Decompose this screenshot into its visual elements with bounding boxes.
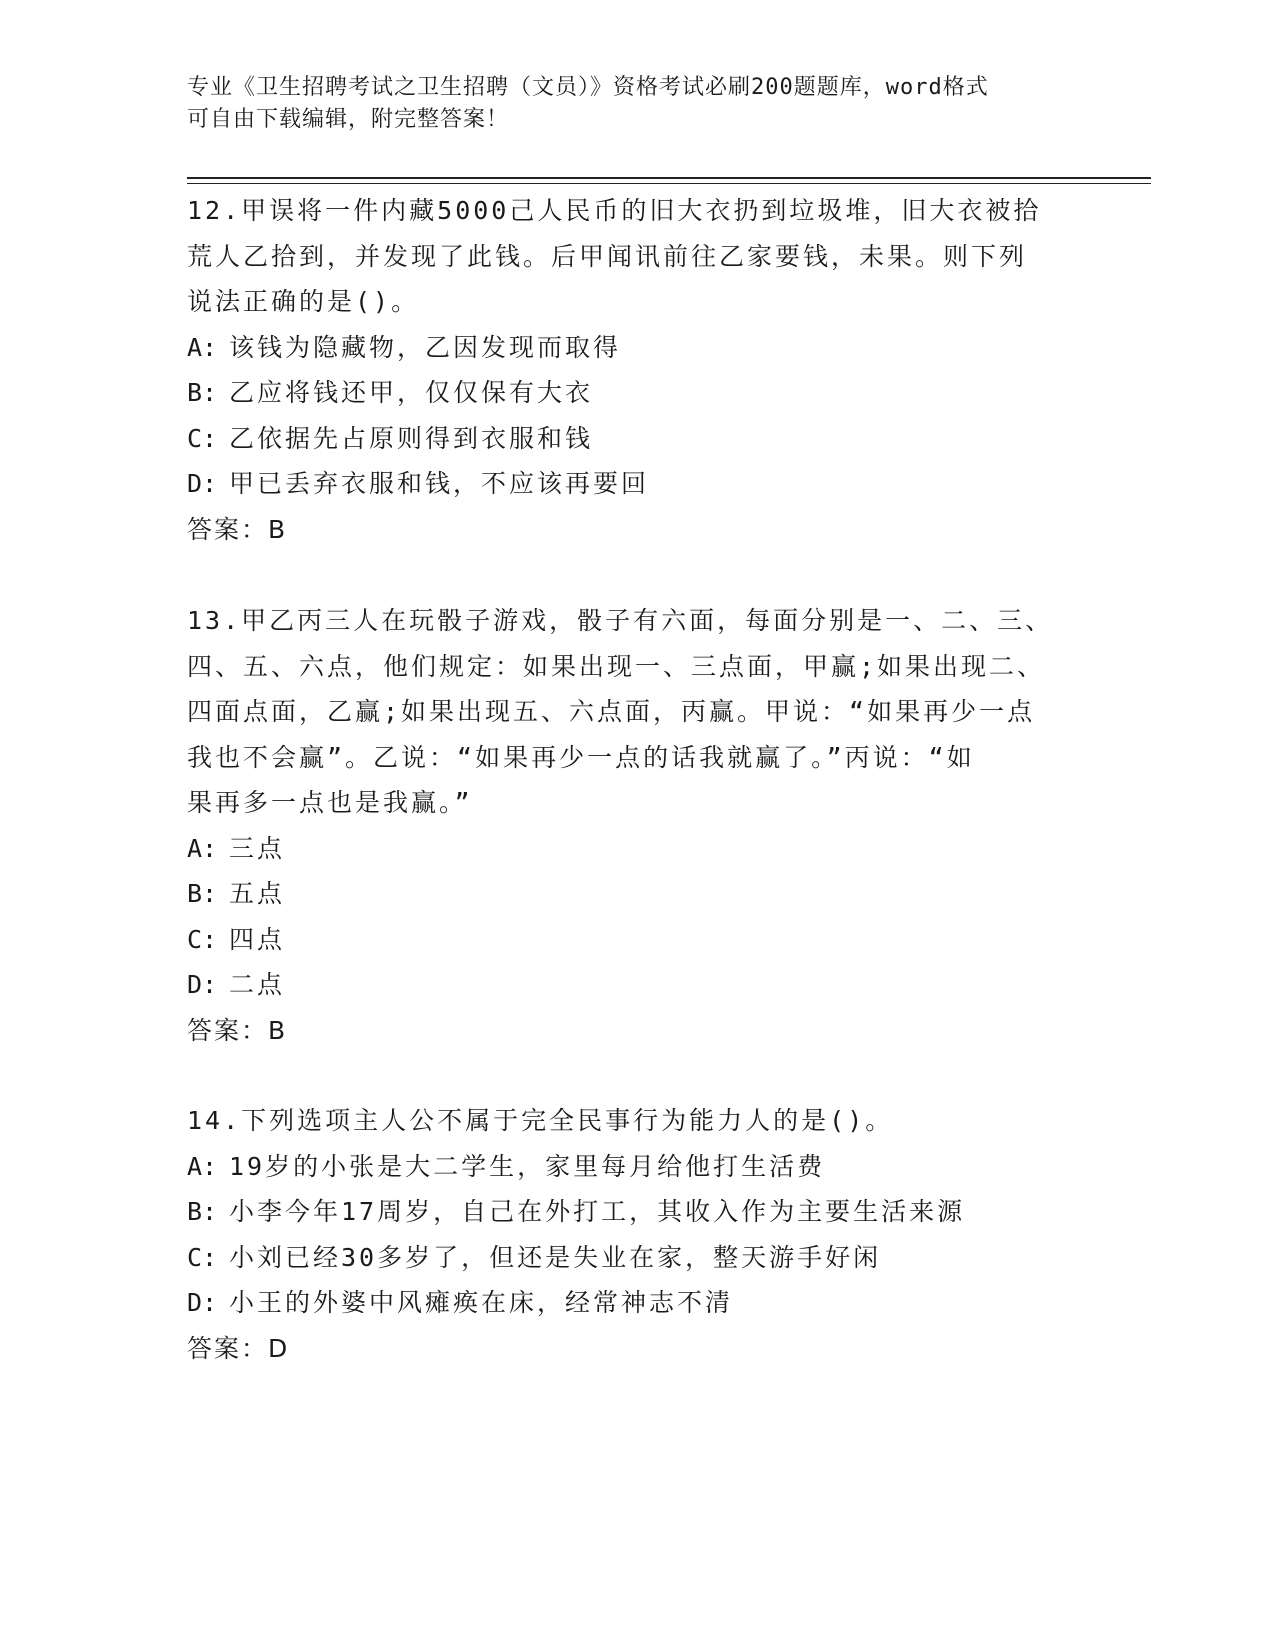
option-letter: C: <box>187 924 218 954</box>
option-text: 三点 <box>229 833 286 863</box>
option-letter: B: <box>187 378 218 407</box>
question-13 <box>187 598 1087 1053</box>
option-text: 乙应将钱还甲，仅仅保有大衣 <box>229 378 594 407</box>
option-letter: A: <box>187 332 218 362</box>
answer-line: 答案：B <box>187 1015 288 1045</box>
option-text: 小王的外婆中风瘫痪在床，经常神志不清 <box>229 1288 734 1317</box>
option-letter: C: <box>187 423 218 453</box>
option-letter: A: <box>187 1151 218 1181</box>
option-b <box>187 1189 1087 1235</box>
header-divider-thin <box>187 183 1151 184</box>
option-text: 该钱为隐藏物，乙因发现而取得 <box>229 332 622 362</box>
option-d <box>187 461 1087 507</box>
option-letter: B: <box>187 879 218 908</box>
option-letter: A: <box>187 833 218 863</box>
option-b <box>187 370 1087 416</box>
question-stem-line: 荒人乙拾到，并发现了此钱。后甲闻讯前往乙家要钱，未果。则下列 <box>187 241 1028 271</box>
question-14 <box>187 1098 1087 1371</box>
option-text: 小刘已经30多岁了，但还是失业在家，整天游手好闲 <box>229 1242 882 1272</box>
option-c <box>187 1235 1087 1281</box>
option-text: 小李今年17周岁，自己在外打工，其收入作为主要生活来源 <box>229 1197 966 1226</box>
question-stem-line: 四面点面，乙赢;如果出现五、六点面，丙赢。甲说：“如果再少一点 <box>187 697 1036 726</box>
option-text: 19岁的小张是大二学生，家里每月给他打生活费 <box>229 1151 826 1181</box>
header-line-2: 可自由下载编辑，附完整答案！ <box>187 107 510 132</box>
question-stem-line: 14.下列选项主人公不属于完全民事行为能力人的是()。 <box>187 1106 894 1135</box>
answer-line: 答案：D <box>187 1333 290 1363</box>
option-d <box>187 1280 1087 1326</box>
question-12 <box>187 188 1087 552</box>
option-c <box>187 416 1087 462</box>
option-a <box>187 826 1087 872</box>
option-d <box>187 962 1087 1008</box>
header-line-1: 专业《卫生招聘考试之卫生招聘（文员）》资格考试必刷200题题库，word格式 <box>187 75 989 100</box>
question-stem-line: 果再多一点也是我赢。” <box>187 788 473 817</box>
option-letter: D: <box>187 469 218 498</box>
option-text: 五点 <box>229 879 286 908</box>
document-header <box>187 72 1077 136</box>
question-stem-line: 我也不会赢”。乙说：“如果再少一点的话我就赢了。”丙说：“如 <box>187 742 975 772</box>
option-letter: B: <box>187 1197 218 1226</box>
option-a <box>187 1144 1087 1190</box>
answer-line: 答案：B <box>187 514 288 544</box>
option-text: 四点 <box>229 924 286 954</box>
option-a <box>187 325 1087 371</box>
option-letter: D: <box>187 970 218 999</box>
option-b <box>187 871 1087 917</box>
header-divider-thick <box>187 177 1151 179</box>
question-stem-line: 四、五、六点，他们规定：如果出现一、三点面，甲赢;如果出现二、 <box>187 651 1046 681</box>
option-c <box>187 917 1087 963</box>
question-stem-line: 12.甲误将一件内藏5000己人民币的旧大衣扔到垃圾堆，旧大衣被拾 <box>187 196 1042 225</box>
question-stem-line: 13.甲乙丙三人在玩骰子游戏，骰子有六面，每面分别是一、二、三、 <box>187 606 1054 635</box>
question-stem-line: 说法正确的是()。 <box>187 287 420 316</box>
option-text: 乙依据先占原则得到衣服和钱 <box>229 423 594 453</box>
option-letter: C: <box>187 1242 218 1272</box>
option-letter: D: <box>187 1288 218 1317</box>
option-text: 二点 <box>229 970 286 999</box>
option-text: 甲已丢弃衣服和钱，不应该再要回 <box>229 469 650 498</box>
